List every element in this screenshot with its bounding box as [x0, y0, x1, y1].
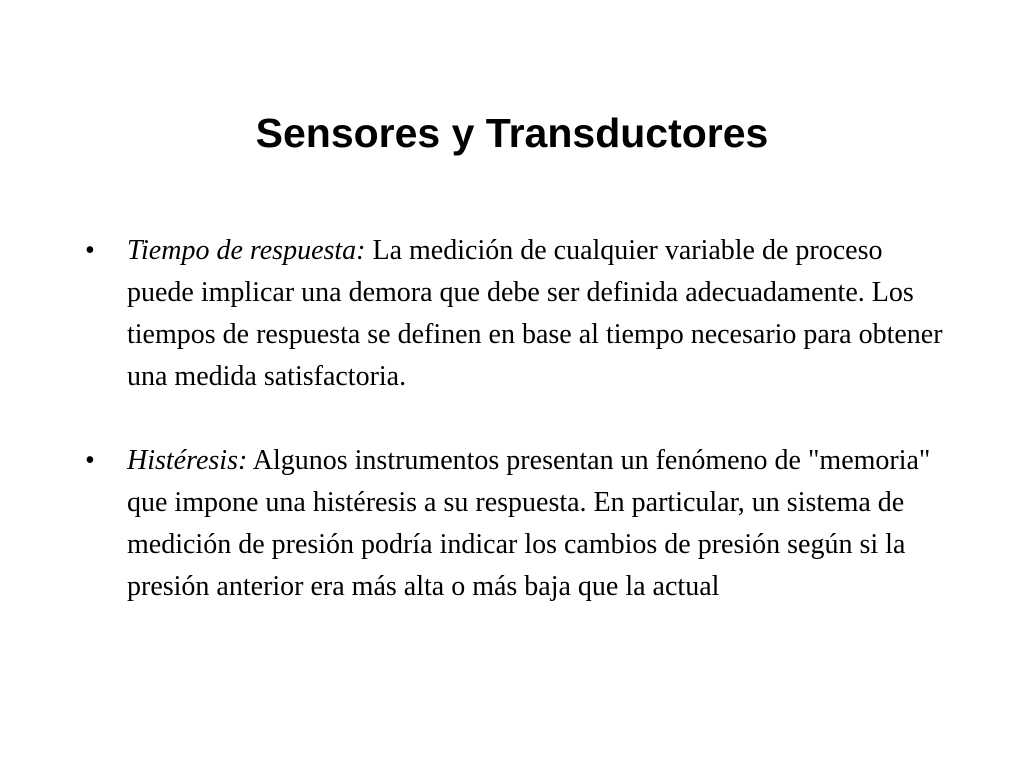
bullet-text: Algunos instrumentos presentan un fenómeno de "memoria" que impone una histéresis a su respuesta. En particular, un sistema de medición de presión podría indicar los cambios de presión según si la presión anterior era más alta o más baja que la actual: [127, 445, 931, 602]
bullet-list: [0, 230, 1024, 608]
bullet-term: Tiempo de respuesta:: [127, 235, 366, 266]
bullet-item-histeresis: [85, 440, 947, 608]
bullet-text: La medición de cualquier variable de proceso puede implicar una demora que debe ser definida adecuadamente. Los tiempos de respuesta se definen en base al tiempo necesario para obtener una medida satisfactoria.: [127, 235, 943, 392]
slide-title: Sensores y Transductores: [255, 110, 769, 156]
bullet-marker: •: [85, 445, 95, 476]
bullet-marker: •: [85, 235, 95, 266]
bullet-term: Histéresis:: [127, 445, 248, 476]
bullet-item-tiempo-de-respuesta: [85, 230, 947, 398]
